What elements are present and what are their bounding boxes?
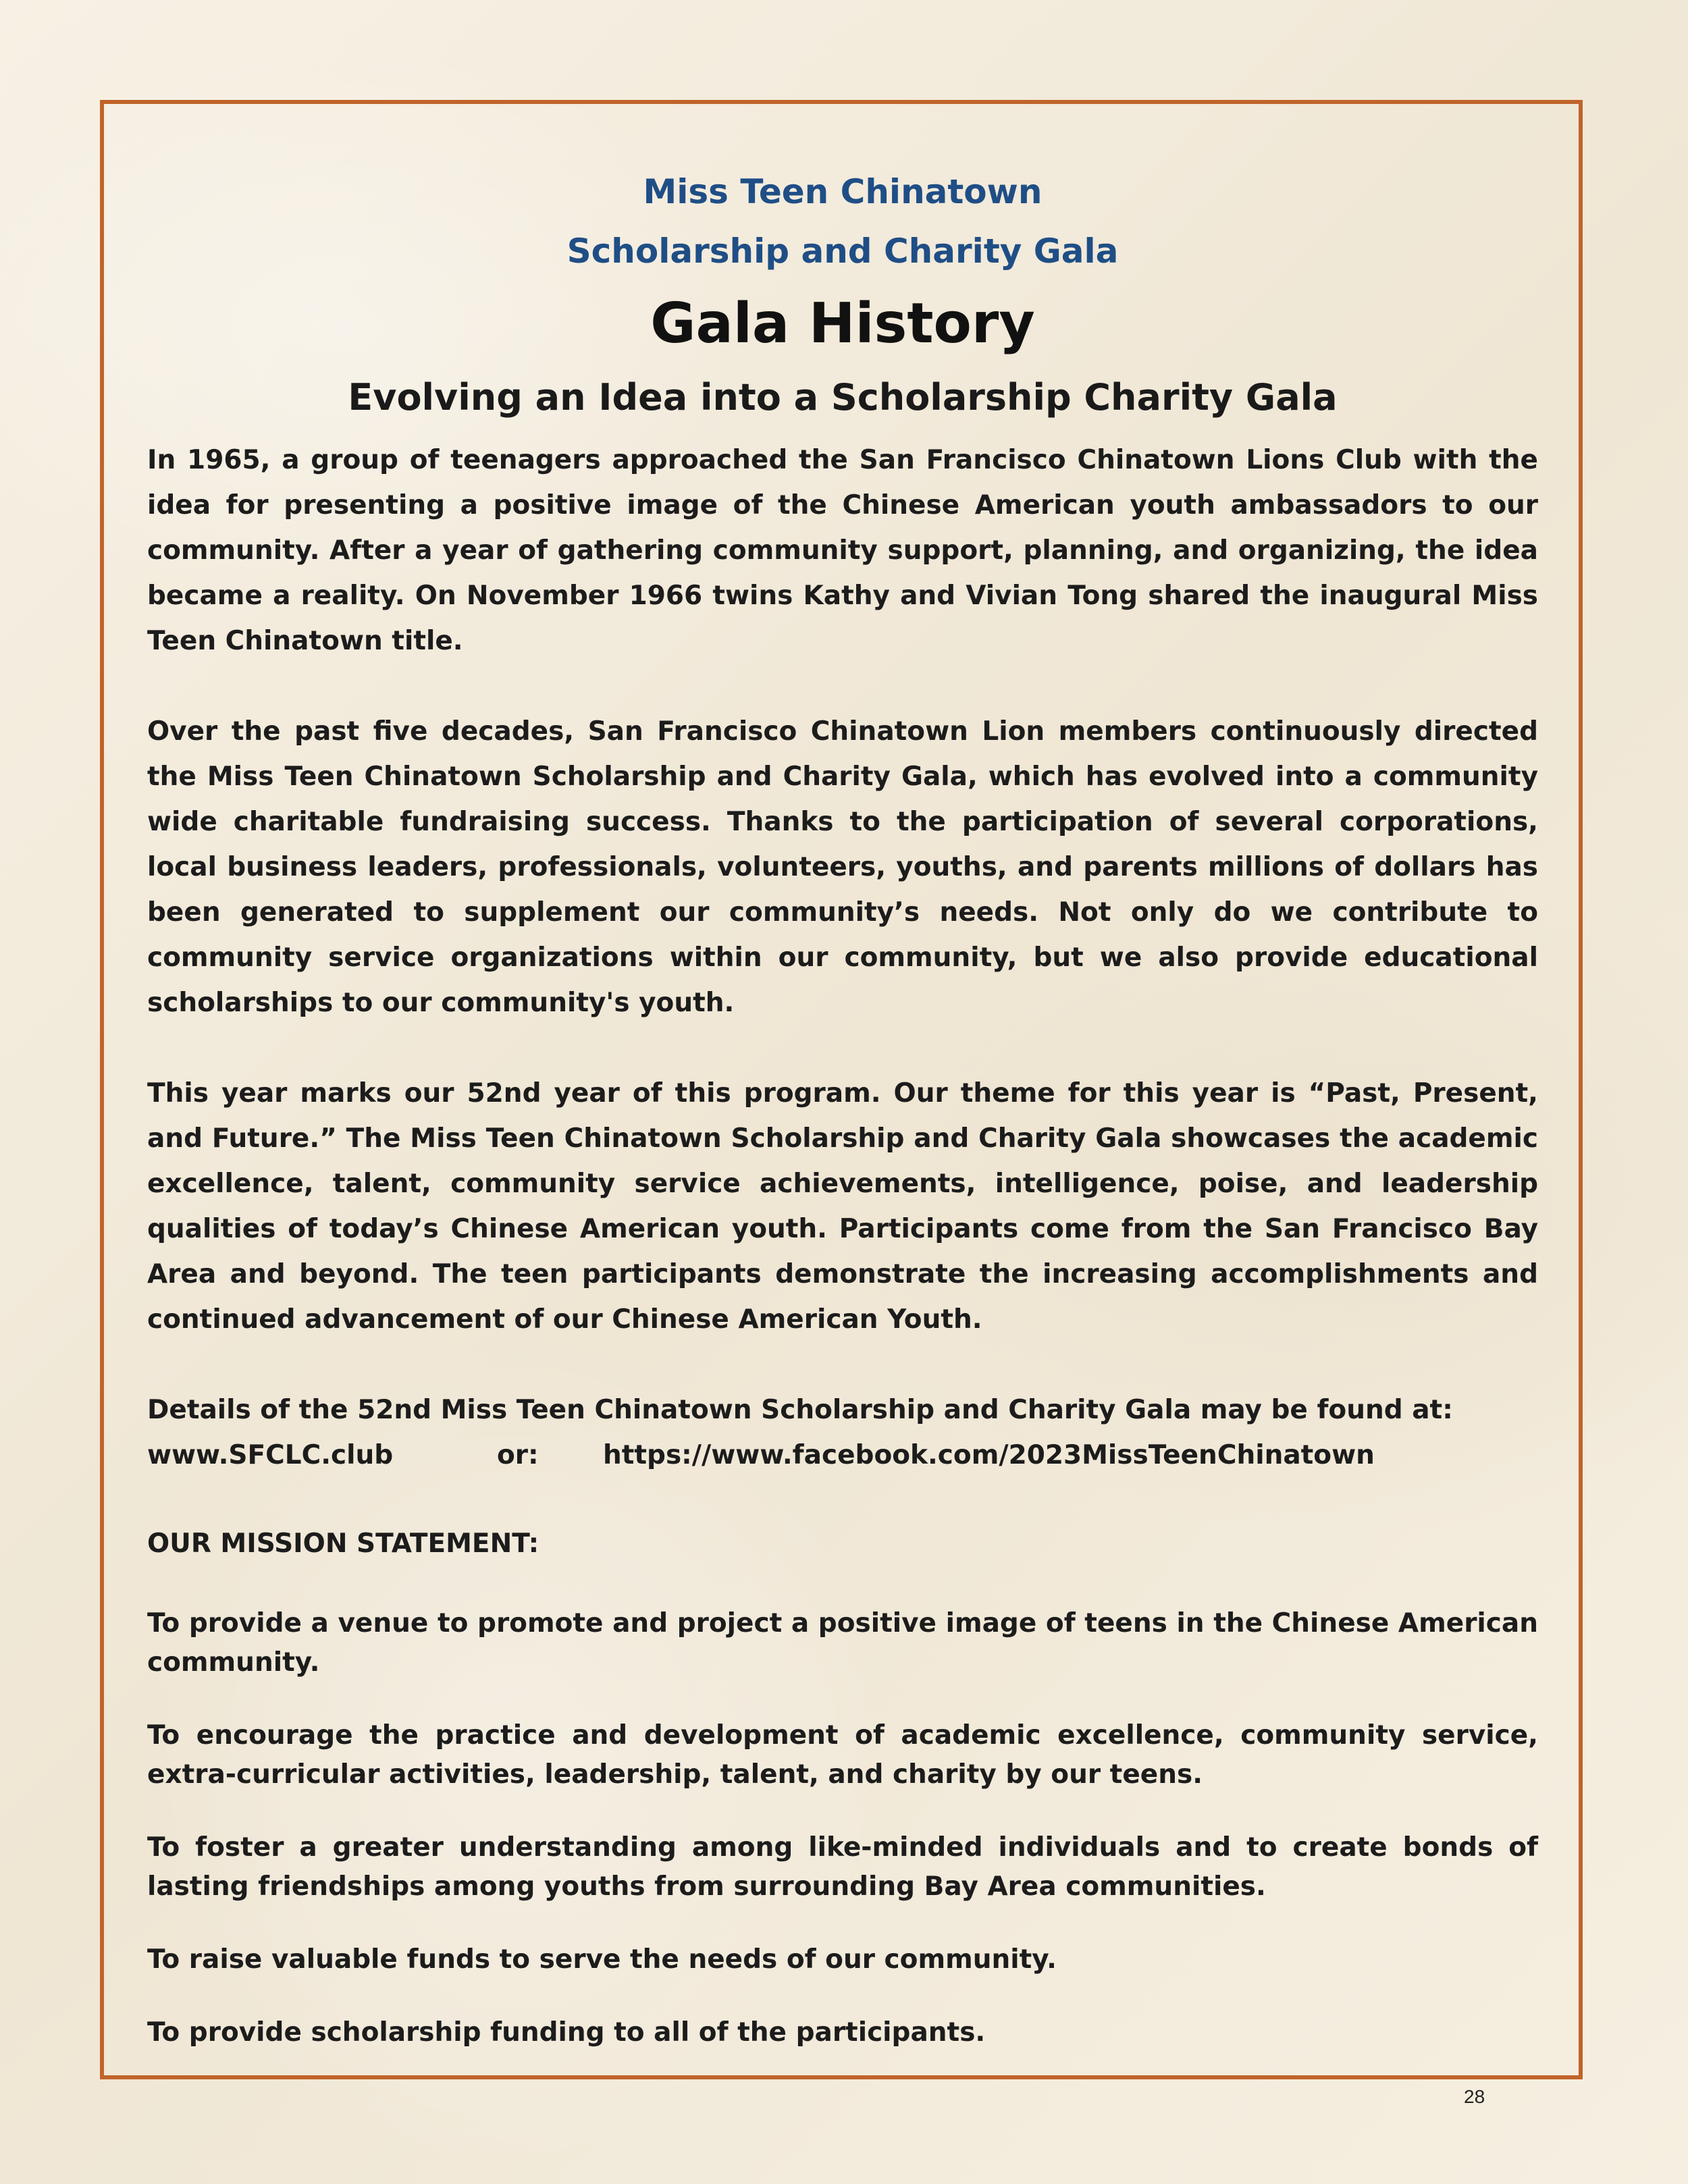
mission-item: To provide scholarship funding to all of the participants.	[147, 2017, 986, 2048]
details-text: Details of the 52nd Miss Teen Chinatown Scholarship and Charity Gala may be found at:	[147, 1395, 1453, 1425]
mission-item: To raise valuable funds to serve the needs of our community.	[147, 1944, 1057, 1975]
org-title-line-2: Scholarship and Charity Gala	[566, 232, 1119, 271]
page-number: 28	[1464, 2086, 1485, 2107]
page-title: Gala History	[650, 292, 1035, 356]
history-paragraph-2: Over the past five decades, San Francisco Chinatown Lion members continuously directed the Miss Teen Chinatown Scholarship and Charity Gala, which has evolved into a community wide charitable fundraising success. Thanks to the participation of several corporations, local business leaders, professionals, volunteers, youths, and parents millions of dollars has been generated to supplement our community’s needs. Not only do we contribute to community service organizations within our community, but we also provide educational scholarships to our community's youth.	[147, 716, 1538, 1018]
facebook-link[interactable]: https://www.facebook.com/2023MissTeenChinatown	[603, 1440, 1375, 1470]
mission-item: To provide a venue to promote and project a positive image of teens in the Chinese American community.	[147, 1608, 1538, 1678]
mission-heading: OUR MISSION STATEMENT:	[147, 1528, 539, 1559]
details-links	[147, 1433, 1538, 1478]
org-title-line-1: Miss Teen Chinatown	[643, 172, 1043, 211]
document-content	[147, 162, 1538, 2086]
history-paragraph-3: This year marks our 52nd year of this program. Our theme for this year is “Past, Present, and Future.” The Miss Teen Chinatown Scholarship and Charity Gala showcases the academic excellence, talent, community service achievements, intelligence, poise, and leadership qualities of today’s Chinese American youth. Participants come from the San Francisco Bay Area and beyond. The teen participants demonstrate the increasing accomplishments and continued advancement of our Chinese American Youth.	[147, 1078, 1538, 1335]
history-paragraph-1: In 1965, a group of teenagers approached the San Francisco Chinatown Lions Club with the idea for presenting a positive image of the Chinese American youth ambassadors to our community. After a year of gathering community support, planning, and organizing, the idea became a reality. On November 1966 twins Kathy and Vivian Tong shared the inaugural Miss Teen Chinatown title.	[147, 445, 1538, 656]
website-link[interactable]: www.SFCLC.club	[147, 1440, 394, 1470]
page-subtitle: Evolving an Idea into a Scholarship Charity Gala	[348, 376, 1338, 419]
mission-item: To foster a greater understanding among like-minded individuals and to create bonds of lasting friendships among youths from surrounding Bay Area communities.	[147, 1832, 1538, 1902]
mission-item: To encourage the practice and development of academic excellence, community service, extra-curricular activities, leadership, talent, and charity by our teens.	[147, 1720, 1538, 1790]
link-separator: or:	[497, 1440, 539, 1470]
